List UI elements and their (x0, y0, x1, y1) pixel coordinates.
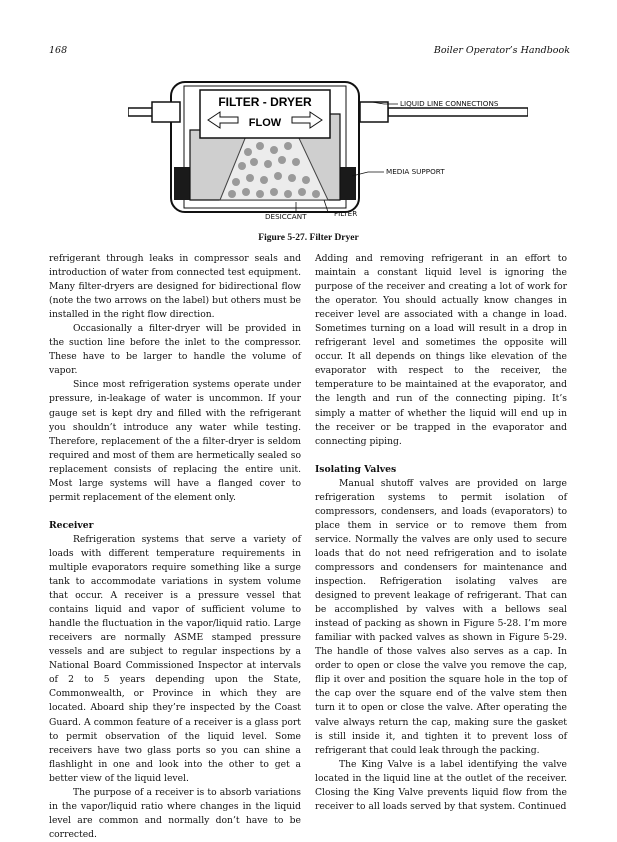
left-paragraph-1: refrigerant through leaks in compressor seals and introduction of water from connected test equipment. Many filter-dryers are designed for bidirectional flow (note the two arrows on the label) but others must be installed in the right flow direction. (49, 253, 301, 321)
figure-caption: Figure 5-27. Filter Dryer (258, 233, 359, 243)
left-paragraph-5: The purpose of a receiver is to absorb variations in the vapor/liquid ratio where changes in the liquid level are common and normally don’t have to be corrected. (49, 786, 301, 840)
left-paragraph-2: Occasionally a filter-dryer will be provided in the suction line before the inlet to the compressor. These have to be larger to handle the volume of vapor. (49, 323, 301, 377)
label-flow: FLOW (248, 117, 282, 129)
label-title: FILTER - DRYER (218, 95, 312, 109)
left-column (49, 252, 301, 842)
callout-filter: FILTER (334, 209, 358, 218)
callout-desiccant: DESICCANT (265, 212, 307, 221)
right-paragraph-3: The King Valve is a label identifying the valve located in the liquid line at the outlet of the receiver. Closing the King Valve prevents liquid flow from the receiver to all loads served by that system. Continued (315, 758, 567, 812)
right-paragraph-1: Adding and removing refrigerant in an effort to maintain a constant liquid level is ignoring the purpose of the receiver and creating a lot of work for the operator. You should actually know changes in receiver level are associated with a change in load. Sometimes turning on a load will result in a drop in refrigerant level and sometimes the opposite will occur. It all depends on things like elevation of the evaporator with respect to the receiver, the temperature to be maintained at the evaporator, and the length and run of the connecting piping. It’s simply a matter of whether the liquid will end up in the receiver or be trapped in the evaporator and connecting piping. (315, 253, 567, 447)
running-header: Boiler Operator’s Handbook (433, 45, 570, 56)
filter-dryer-diagram (128, 72, 528, 232)
right-fitting (360, 102, 388, 122)
right-column (315, 252, 567, 814)
heading-isolating-valves: Isolating Valves (315, 463, 397, 475)
filter-dryer-figure (128, 72, 528, 232)
heading-receiver: Receiver (49, 519, 94, 531)
page-number: 168 (49, 45, 68, 56)
callout-liquid-line: LIQUID LINE CONNECTIONS (400, 99, 499, 108)
right-pipe (388, 108, 528, 116)
left-fitting (152, 102, 180, 122)
left-media-support (174, 167, 190, 200)
callout-media-support: MEDIA SUPPORT (386, 167, 445, 176)
left-paragraph-3: Since most refrigeration systems operate under pressure, in-leakage of water is uncommon. If your gauge set is kept dry and filled with the refrigerant you shouldn’t introduce any water while testing. Therefore, replacement of the a filter-dryer is seldom required and most of them are hermetically sealed so replacement consists of replacing the entire unit. Most large systems will have a flanged cover to permit replacement of the element only. (49, 379, 301, 503)
right-paragraph-2: Manual shutoff valves are provided on large refrigeration systems to permit isolation of compressors, condensers, and loads (evaporators) to place them in service or to remove them from service. Normally the valves are only used to secure loads that do not need refrigeration and to isolate compressors and condensers for maintenance and inspection. Refrigeration isolating valves are designed to prevent leakage of refrigerant. That can be accomplished by valves with a bellows seal instead of packing as shown in Figure 5-28. I’m more familiar with packed valves as shown in Figure 5-29. The handle of those valves also serves as a cap. In order to open or close the valve you remove the cap, flip it over and position the square hole in the top of the cap over the square end of the valve stem then turn it to open or close the valve. After operating the valve always return the cap, making sure the gasket is still inside it, and tighten it to prevent loss of refrigerant that could leak through the packing. (315, 477, 567, 756)
right-media-support (340, 167, 356, 200)
left-paragraph-4: Refrigeration systems that serve a variety of loads with different temperature requirements in multiple evaporators require something like a surge tank to accommodate variations in system volume that occur. A receiver is a pressure vessel that contains liquid and vapor of sufficient volume to handle the fluctuation in the vapor/liquid ratio. Large receivers are normally ASME stamped pressure vessels and are subject to regular inspections by a National Board Commissioned Inspector at intervals of 2 to 5 years depending upon the State, Commonwealth, or Province in which they are located. Aboard ship they’re inspected by the Coast Guard. A common feature of a receiver is a glass port to permit observation of the liquid level. Some receivers have two glass ports so you can shine a flashlight in one and look into the other to get a better view of the liquid level. (49, 533, 301, 784)
